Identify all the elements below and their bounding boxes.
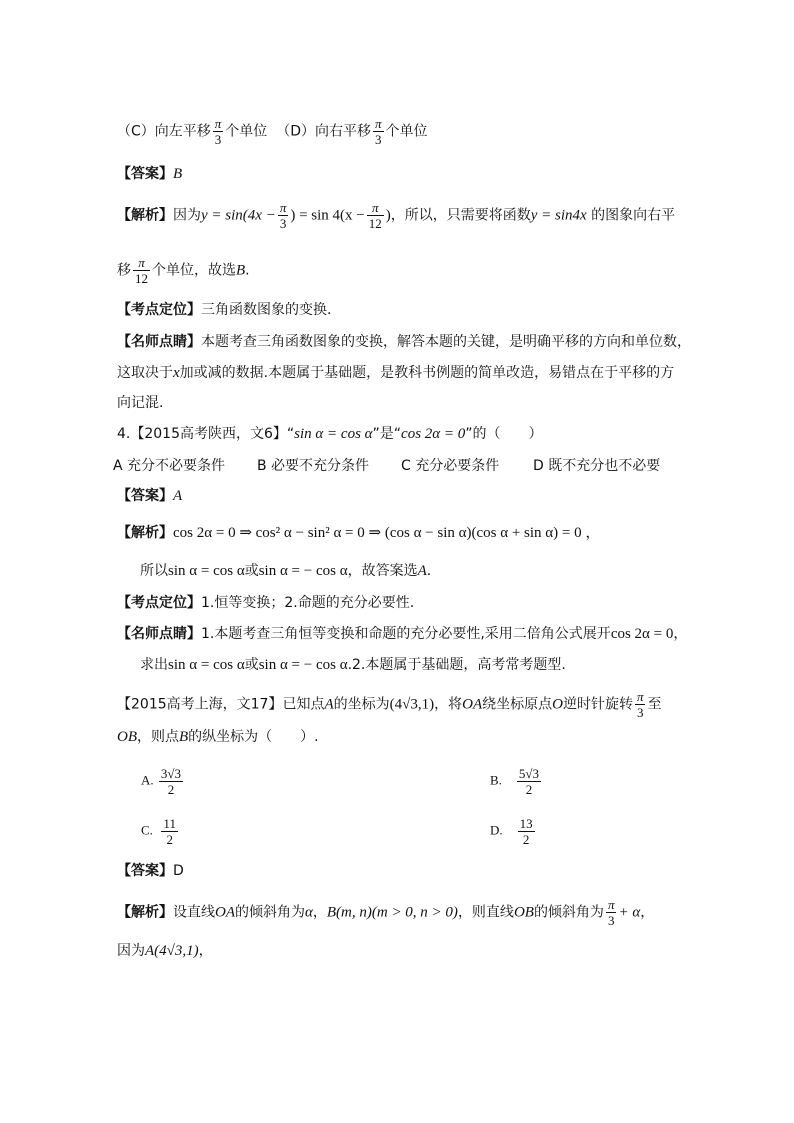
answer-label: 【答案】 — [117, 488, 173, 504]
option-b: B. $\frac{5√3}{2}$ — [490, 766, 540, 797]
option-d: D. $\frac{13}{2}$ — [490, 816, 533, 847]
teacher-note-line-1: 【名师点睛】1.本题考查三角恒等变换和命题的充分必要性,采用二倍角公式展开cos 2α = 0， — [117, 626, 688, 642]
unit-text: 个单位 — [385, 123, 428, 140]
answer-line — [117, 860, 184, 882]
teacher-note-line-1: 【名师点睛】本题考查三角函数图象的变换，解答本题的关键，是明确平移的方向和单位数， — [117, 334, 691, 350]
key-point-line — [117, 299, 331, 321]
option-c: C 充分必要条件 — [401, 458, 500, 474]
analysis-line-2: 移 $\frac{\pi}{12}$ 个单位，故选B. — [117, 255, 250, 286]
equation: y = sin(4x − — [201, 207, 276, 224]
option-c: C. $\frac{11}{2}$ — [141, 816, 176, 847]
analysis-line-2: 所以sin α = cos α或sin α = − cos α，故答案选A. — [140, 563, 432, 579]
analysis-label: 【解析】 — [117, 207, 173, 224]
unit-text: 个单位 — [225, 123, 268, 140]
question-4-options — [113, 455, 660, 477]
analysis-line-1: 【解析】设直线OA的倾斜角为α，B(m, n)(m > 0, n > 0)，则直线OB的倾斜角为 $\frac{\pi}{3}$ + α， — [117, 897, 655, 928]
options-cd-line — [117, 116, 428, 147]
option-c-text: （C）向左平移 — [117, 123, 211, 140]
teacher-note-line-3: 向记混. — [117, 395, 164, 411]
answer-line — [117, 485, 182, 507]
answer-value: A — [173, 488, 183, 504]
analysis-label: 【解析】 — [117, 904, 173, 921]
fraction: $\frac{\pi}{3}$ — [374, 116, 382, 147]
answer-label: 【答案】 — [117, 166, 173, 182]
analysis-line-2: 因为A(4√3,1)， — [117, 943, 213, 959]
answer-label: 【答案】 — [117, 863, 173, 879]
equation: cos 2α = 0 ⇒ cos² α − sin² α = 0 ⇒ (cos α − sin α)(cos α + sin α) = 0 ， — [173, 525, 601, 541]
answer-value: B — [173, 166, 183, 182]
key-point-text: 三角函数图象的变换. — [201, 302, 332, 318]
option-d-text: （D）向右平移 — [276, 123, 371, 140]
analysis-line-1 — [117, 522, 600, 544]
teacher-note-label: 【名师点睛】 — [117, 626, 201, 642]
function-expr: y = sin4x — [530, 207, 587, 224]
key-point-line — [117, 592, 414, 614]
analysis-line-1: 【解析】因为y = sin(4x − $\frac{\pi}{3}$ ) = sin 4(x − $\frac{\pi}{12}$ )，所以，只需要将函数y = sin4x 的图象向右平 — [117, 200, 676, 231]
fraction: $\frac{\pi}{3}$ — [214, 116, 222, 147]
teacher-note-label: 【名师点睛】 — [117, 334, 201, 350]
option-a: A. $\frac{3√3}{2}$ — [141, 766, 182, 797]
key-point-label: 【考点定位】 — [117, 595, 201, 611]
key-point-text: 1.恒等变换；2.命题的充分必要性. — [201, 595, 415, 611]
teacher-note-line-2: 求出sin α = cos α或sin α = − cos α.2.本题属于基础题，高考常考题型. — [140, 657, 566, 673]
question-17-stem: 【2015高考上海，文17】已知点A的坐标为(4√3,1)，将OA绕坐标原点O逆时针旋转 $\frac{\pi}{3}$ 至 — [117, 689, 662, 720]
teacher-note-line-2: 这取决于x加或减的数据.本题属于基础题，是教科书例题的简单改造，易错点在于平移的方 — [117, 365, 675, 381]
option-b: B 必要不充分条件 — [257, 458, 370, 474]
option-d: D 既不充分也不必要 — [533, 458, 661, 474]
question-4-stem: 4.【2015高考陕西，文6】“sin α = cos α”是“cos 2α = 0”的（ ） — [117, 426, 543, 442]
answer-line — [117, 163, 182, 185]
key-point-label: 【考点定位】 — [117, 302, 201, 318]
option-a: A 充分不必要条件 — [113, 458, 226, 474]
analysis-label: 【解析】 — [117, 525, 173, 541]
answer-value: D — [173, 863, 184, 879]
question-17-stem-2: OB，则点B的纵坐标为（ ）. — [117, 729, 319, 745]
